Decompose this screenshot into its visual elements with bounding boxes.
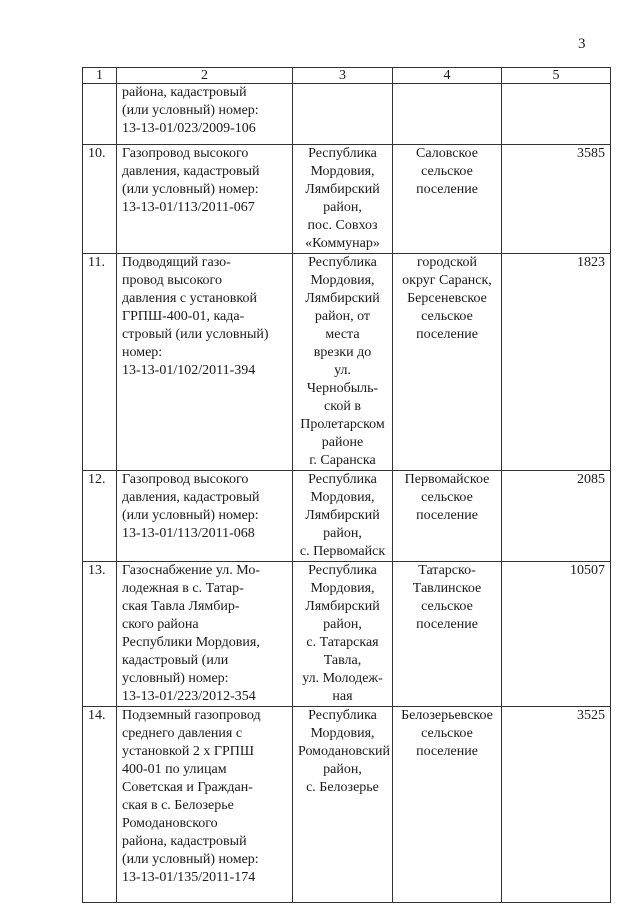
location-line: ской в: [324, 399, 361, 414]
description-line: установкой 2 х ГРПШ: [122, 744, 255, 759]
table-row: [83, 145, 611, 254]
description-line: (или условный) номер:: [122, 852, 259, 867]
description-line: номер:: [122, 345, 163, 360]
settlement-line: сельское: [421, 726, 473, 741]
settlement-cell: [393, 254, 502, 471]
table-header-row: [83, 68, 611, 84]
settlement-line: Саловское: [416, 146, 478, 161]
settlement-line: поселение: [416, 182, 478, 197]
object-description-cell: [117, 471, 293, 562]
settlement-line: поселение: [416, 508, 478, 523]
settlement-line: сельское: [421, 599, 473, 614]
description-line: 13-13-01/223/2012-354: [122, 689, 256, 704]
location-line: районе: [321, 435, 364, 450]
location-line: Мордовия,: [310, 581, 375, 596]
location-line: врезки до: [313, 345, 372, 360]
location-line: район,: [323, 617, 362, 632]
length-cell: 3525: [502, 707, 611, 903]
description-line: 13-13-01/102/2011-394: [122, 363, 256, 378]
description-line: района, кадастровый: [122, 834, 247, 849]
row-number-cell: 14.: [83, 707, 117, 903]
location-line: «Коммунар»: [305, 236, 380, 251]
row-number-cell: 12.: [83, 471, 117, 562]
description-line: (или условный) номер:: [122, 182, 259, 197]
location-line: Лямбирский: [305, 291, 380, 306]
settlement-cell: [393, 84, 502, 145]
location-line: район, от места: [314, 309, 371, 342]
row-number-cell: 10.: [83, 145, 117, 254]
length-cell: 10507: [502, 562, 611, 707]
location-line: Мордовия,: [310, 273, 375, 288]
description-line: ская в с. Белозерье: [122, 798, 234, 813]
description-line: давления, кадастровый: [122, 164, 260, 179]
object-description-cell: [117, 707, 293, 903]
settlement-cell: [393, 707, 502, 903]
description-line: провод высокого: [122, 273, 222, 288]
location-line: Республика: [308, 708, 377, 723]
settlement-line: Белозерьевское: [401, 708, 493, 723]
description-line: 13-13-01/023/2009-106: [122, 121, 256, 136]
location-line: Мордовия,: [310, 726, 375, 741]
location-line: район,: [323, 526, 362, 541]
header-cell: 2: [117, 68, 293, 84]
settlement-line: сельское: [421, 490, 473, 505]
location-line: Республика: [308, 472, 377, 487]
settlement-line: поселение: [416, 327, 478, 342]
settlement-line: поселение: [416, 744, 478, 759]
description-line: 13-13-01/113/2011-067: [122, 200, 255, 215]
row-number-cell: 11.: [83, 254, 117, 471]
settlement-cell: [393, 471, 502, 562]
location-line: район,: [323, 200, 362, 215]
location-cell: [293, 471, 393, 562]
description-line: Газопровод высокого: [122, 146, 249, 161]
location-line: с. Белозерье: [306, 780, 379, 795]
location-line: Республика: [308, 563, 377, 578]
settlement-line: сельское: [421, 164, 473, 179]
description-line: лодежная в с. Татар-: [122, 581, 244, 596]
location-line: Республика: [308, 146, 377, 161]
header-cell: 5: [502, 68, 611, 84]
description-line: Газопровод высокого: [122, 472, 249, 487]
length-cell: [502, 84, 611, 145]
location-line: г. Саранска: [309, 453, 376, 468]
description-line: условный) номер:: [122, 671, 229, 686]
length-cell: 2085: [502, 471, 611, 562]
object-description-cell: [117, 145, 293, 254]
header-cell: 4: [393, 68, 502, 84]
description-line: 400-01 по улицам: [122, 762, 227, 777]
location-line: Республика: [308, 255, 377, 270]
settlement-line: Татарско-: [418, 563, 476, 578]
location-line: Лямбирский: [305, 599, 380, 614]
description-line: ского района: [122, 617, 199, 632]
description-line: 13-13-01/135/2011-174: [122, 870, 256, 885]
settlement-cell: [393, 562, 502, 707]
location-line: Мордовия,: [310, 490, 375, 505]
description-line: ская Тавла Лямбир-: [122, 599, 240, 614]
location-line: ная: [332, 689, 353, 704]
location-line: район,: [323, 762, 362, 777]
settlement-line: Берсеневское: [407, 291, 487, 306]
description-line: Газоснабжение ул. Мо-: [122, 563, 260, 578]
row-number-cell: [83, 84, 117, 145]
header-cell: 3: [293, 68, 393, 84]
description-line: среднего давления с: [122, 726, 243, 741]
location-cell: [293, 254, 393, 471]
description-line: Подземный газопровод: [122, 708, 261, 723]
description-line: стровый (или условный): [122, 327, 269, 342]
settlement-line: Первомайское: [404, 472, 490, 487]
settlement-cell: [393, 145, 502, 254]
settlement-line: сельское: [421, 309, 473, 324]
object-description-cell: [117, 562, 293, 707]
settlement-line: округ Саранск,: [402, 273, 492, 288]
description-line: Советская и Граждан-: [122, 780, 253, 795]
location-cell: [293, 562, 393, 707]
location-line: ул. Чернобыль-: [306, 363, 379, 396]
object-description-cell: [117, 84, 293, 145]
location-line: пос. Совхоз: [307, 218, 378, 233]
length-cell: 1823: [502, 254, 611, 471]
table-row: [83, 84, 611, 145]
header-cell: 1: [83, 68, 117, 84]
description-line: ГРПШ-400-01, када-: [122, 309, 245, 324]
settlement-line: Тавлинское: [412, 581, 482, 596]
description-line: Республики Мордовия,: [122, 635, 260, 650]
table-row: [83, 471, 611, 562]
description-line: (или условный) номер:: [122, 508, 259, 523]
table-row: [83, 707, 611, 903]
description-line: давления, кадастровый: [122, 490, 260, 505]
location-cell: [293, 84, 393, 145]
description-line: Ромодановского: [122, 816, 218, 831]
row-number-cell: 13.: [83, 562, 117, 707]
page-number: 3: [578, 36, 586, 52]
table-row: [83, 562, 611, 707]
location-line: ул. Молодеж-: [302, 671, 383, 686]
location-line: Мордовия,: [310, 164, 375, 179]
location-line: Пролетарском: [300, 417, 385, 432]
table-row: [83, 254, 611, 471]
description-line: района, кадастровый: [122, 85, 247, 100]
description-line: (или условный) номер:: [122, 103, 259, 118]
location-line: Лямбирский: [305, 508, 380, 523]
description-line: Подводящий газо-: [122, 255, 231, 270]
location-line: Лямбирский: [305, 182, 380, 197]
settlement-line: городской: [417, 255, 477, 270]
object-description-cell: [117, 254, 293, 471]
length-cell: 3585: [502, 145, 611, 254]
location-line: с. Первомайск: [299, 544, 386, 559]
description-line: давления с установкой: [122, 291, 258, 306]
location-cell: [293, 145, 393, 254]
location-line: с. Татарская: [306, 635, 379, 650]
location-cell: [293, 707, 393, 903]
description-line: кадастровый (или: [122, 653, 229, 668]
location-line: Ромодановский: [298, 744, 390, 759]
gas-pipeline-table: [82, 67, 611, 903]
description-line: 13-13-01/113/2011-068: [122, 526, 255, 541]
location-line: Тавла,: [323, 653, 362, 668]
settlement-line: поселение: [416, 617, 478, 632]
